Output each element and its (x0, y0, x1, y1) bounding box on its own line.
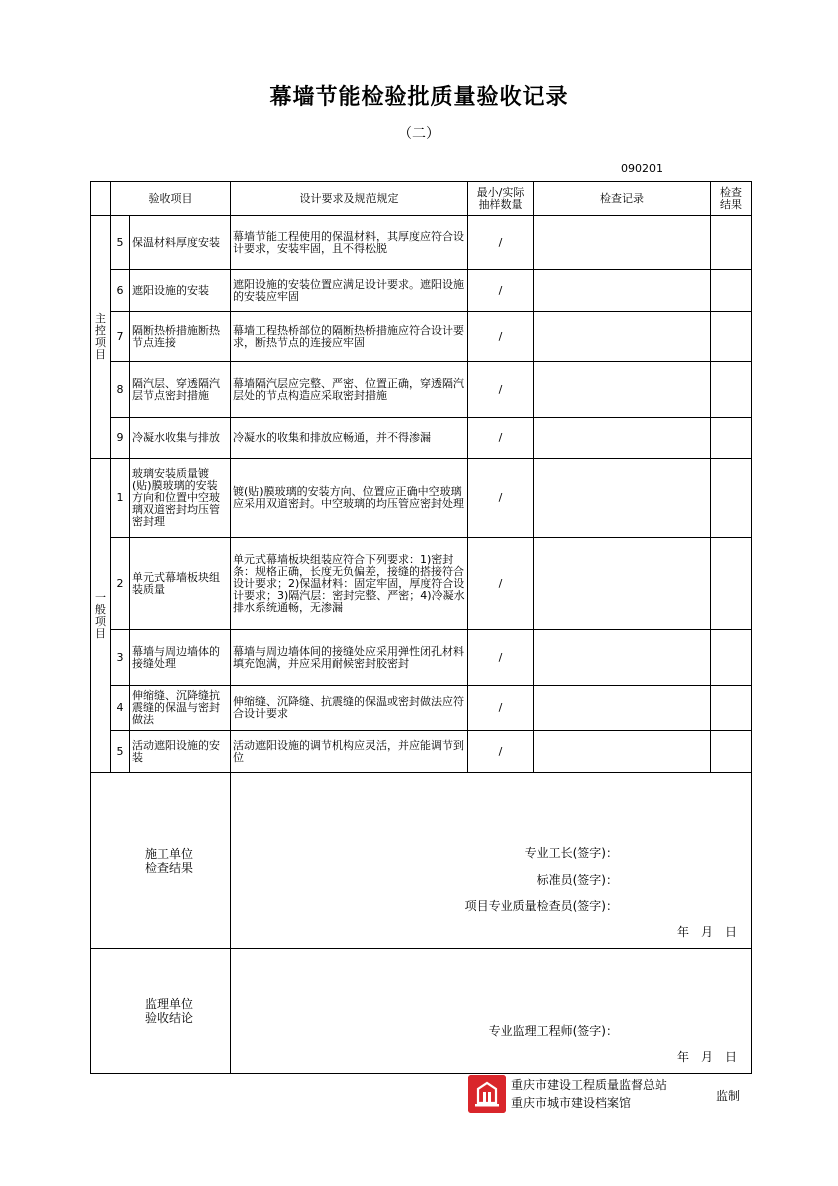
table-header-row (91, 182, 752, 216)
supervision-label-cell (91, 949, 231, 1074)
item-record-cell[interactable] (534, 731, 711, 773)
header-sample (468, 182, 534, 216)
item-no: 6 (111, 270, 130, 312)
inspector-signature-label: 项目专业质量检查员(签字)： (464, 899, 618, 913)
item-name: 隔汽层、穿透隔汽层节点密封措施 (130, 362, 231, 418)
group-char: 项 (95, 614, 106, 628)
table-row (91, 270, 752, 312)
header-sample-line1: 最小/实际 (476, 185, 525, 199)
header-sample-line2: 抽样数量 (478, 197, 523, 211)
table-row (91, 216, 752, 270)
item-sample: / (468, 216, 534, 270)
org-logo-icon (468, 1075, 506, 1113)
table-row (91, 418, 752, 459)
item-sample: / (468, 731, 534, 773)
item-sample: / (468, 538, 534, 630)
item-sample: / (468, 630, 534, 686)
item-sample: / (468, 362, 534, 418)
item-record-cell[interactable] (534, 362, 711, 418)
item-no: 9 (111, 418, 130, 459)
table-row (91, 312, 752, 362)
general-group-label (91, 459, 111, 773)
item-name: 活动遮阳设施的安装 (130, 731, 231, 773)
item-no: 1 (111, 459, 130, 538)
item-name: 隔断热桥措施断热节点连接 (130, 312, 231, 362)
item-requirement: 幕墙隔汽层应完整、严密、位置正确，穿透隔汽层处的节点构造应采取密封措施 (231, 362, 468, 418)
header-requirement: 设计要求及规范规定 (231, 182, 468, 216)
item-result-cell[interactable] (711, 538, 752, 630)
item-record-cell[interactable] (534, 686, 711, 731)
table-row (91, 731, 752, 773)
supervision-date: 年 月 日 (676, 1050, 737, 1064)
table-row (91, 362, 752, 418)
item-no: 5 (111, 731, 130, 773)
header-result-line2: 结果 (720, 197, 742, 211)
table-row (91, 459, 752, 538)
item-name: 玻璃安装质量镀(贴)膜玻璃的安装方向和位置中空玻璃双道密封均压管密封理 (130, 459, 231, 538)
footer-org2: 重庆市城市建设档案馆 (511, 1096, 632, 1110)
item-no: 7 (111, 312, 130, 362)
item-result-cell[interactable] (711, 459, 752, 538)
group-char: 目 (95, 348, 106, 361)
construction-label-line2: 检查结果 (145, 860, 194, 875)
item-requirement: 活动遮阳设施的调节机构应灵活，并应能调节到位 (231, 731, 468, 773)
item-requirement: 冷凝水的收集和排放应畅通，并不得渗漏 (231, 418, 468, 459)
item-record-cell[interactable] (534, 418, 711, 459)
item-sample: / (468, 459, 534, 538)
group-char: 一 (95, 590, 106, 604)
group-char: 主 (95, 312, 106, 325)
item-sample: / (468, 312, 534, 362)
construction-label-cell (91, 773, 231, 949)
construction-label-line1: 施工单位 (145, 846, 194, 861)
supervision-row (91, 949, 752, 1074)
group-char: 项 (95, 336, 106, 349)
table-row (91, 630, 752, 686)
item-sample: / (468, 270, 534, 312)
item-requirement: 遮阳设施的安装位置应满足设计要求。遮阳设施的安装应牢固 (231, 270, 468, 312)
construction-row (91, 773, 752, 949)
group-char: 般 (95, 602, 106, 616)
header-item: 验收项目 (111, 182, 231, 216)
item-no: 3 (111, 630, 130, 686)
engineer-signature-label: 专业监理工程师(签字)： (488, 1024, 618, 1038)
item-result-cell[interactable] (711, 686, 752, 731)
item-no: 5 (111, 216, 130, 270)
item-result-cell[interactable] (711, 418, 752, 459)
foreman-signature-label: 专业工长(签字)： (524, 846, 618, 860)
item-result-cell[interactable] (711, 630, 752, 686)
item-name: 单元式幕墙板块组装质量 (130, 538, 231, 630)
item-requirement: 幕墙工程热桥部位的隔断热桥措施应符合设计要求，断热节点的连接应牢固 (231, 312, 468, 362)
footer-org1: 重庆市建设工程质量监督总站 (511, 1078, 668, 1092)
item-record-cell[interactable] (534, 459, 711, 538)
header-result (711, 182, 752, 216)
item-record-cell[interactable] (534, 630, 711, 686)
item-requirement: 单元式幕墙板块组装应符合下列要求：1)密封条：规格正确，长度无负偏差，接缝的搭接符合设计要求；2)保温材料：固定牢固，厚度符合设计要求；3)隔汽层：密封完整、严密；4)冷凝水排水系统通畅，无渗漏 (231, 538, 468, 630)
inspection-table (90, 181, 752, 1074)
item-result-cell[interactable] (711, 362, 752, 418)
item-name: 冷凝水收集与排放 (130, 418, 231, 459)
construction-date: 年 月 日 (676, 925, 737, 939)
group-char: 目 (95, 626, 106, 640)
table-row (91, 538, 752, 630)
item-record-cell[interactable] (534, 538, 711, 630)
item-no: 8 (111, 362, 130, 418)
item-requirement: 伸缩缝、沉降缝、抗震缝的保温或密封做法应符合设计要求 (231, 686, 468, 731)
item-no: 4 (111, 686, 130, 731)
item-sample: / (468, 686, 534, 731)
item-record-cell[interactable] (534, 216, 711, 270)
page-subtitle: （二） (398, 126, 440, 142)
item-no: 2 (111, 538, 130, 630)
item-result-cell[interactable] (711, 731, 752, 773)
supervision-sign-cell[interactable] (231, 949, 752, 1074)
item-requirement: 镀(贴)膜玻璃的安装方向、位置应正确中空玻璃应采用双道密封。中空玻璃的均压管应密封处理 (231, 459, 468, 538)
header-result-line1: 检查 (720, 185, 742, 199)
main-group-label (91, 216, 111, 459)
supervision-label-line1: 监理单位 (145, 997, 194, 1011)
group-char: 控 (95, 324, 106, 337)
supervision-label-line2: 验收结论 (145, 1011, 194, 1025)
item-result-cell[interactable] (711, 312, 752, 362)
construction-sign-cell[interactable] (231, 773, 752, 949)
item-result-cell[interactable] (711, 270, 752, 312)
item-name: 遮阳设施的安装 (130, 270, 231, 312)
item-name: 幕墙与周边墙体的接缝处理 (130, 630, 231, 686)
header-record: 检查记录 (534, 182, 711, 216)
item-result-cell[interactable] (711, 216, 752, 270)
item-record-cell[interactable] (534, 312, 711, 362)
item-requirement: 幕墙节能工程使用的保温材料，其厚度应符合设计要求，安装牢固，且不得松脱 (231, 216, 468, 270)
form-code: 090201 (621, 162, 663, 175)
item-requirement: 幕墙与周边墙体间的接缝处应采用弹性闭孔材料填充饱满，并应采用耐候密封胶密封 (231, 630, 468, 686)
item-record-cell[interactable] (534, 270, 711, 312)
item-sample: / (468, 418, 534, 459)
page-title: 幕墙节能检验批质量验收记录 (269, 85, 569, 110)
table-row (91, 686, 752, 731)
standard-signature-label: 标准员(签字)： (536, 873, 618, 887)
item-name: 保温材料厚度安装 (130, 216, 231, 270)
header-blank (91, 182, 111, 216)
footer-supervised: 监制 (716, 1089, 741, 1103)
item-name: 伸缩缝、沉降缝抗震缝的保温与密封做法 (130, 686, 231, 731)
